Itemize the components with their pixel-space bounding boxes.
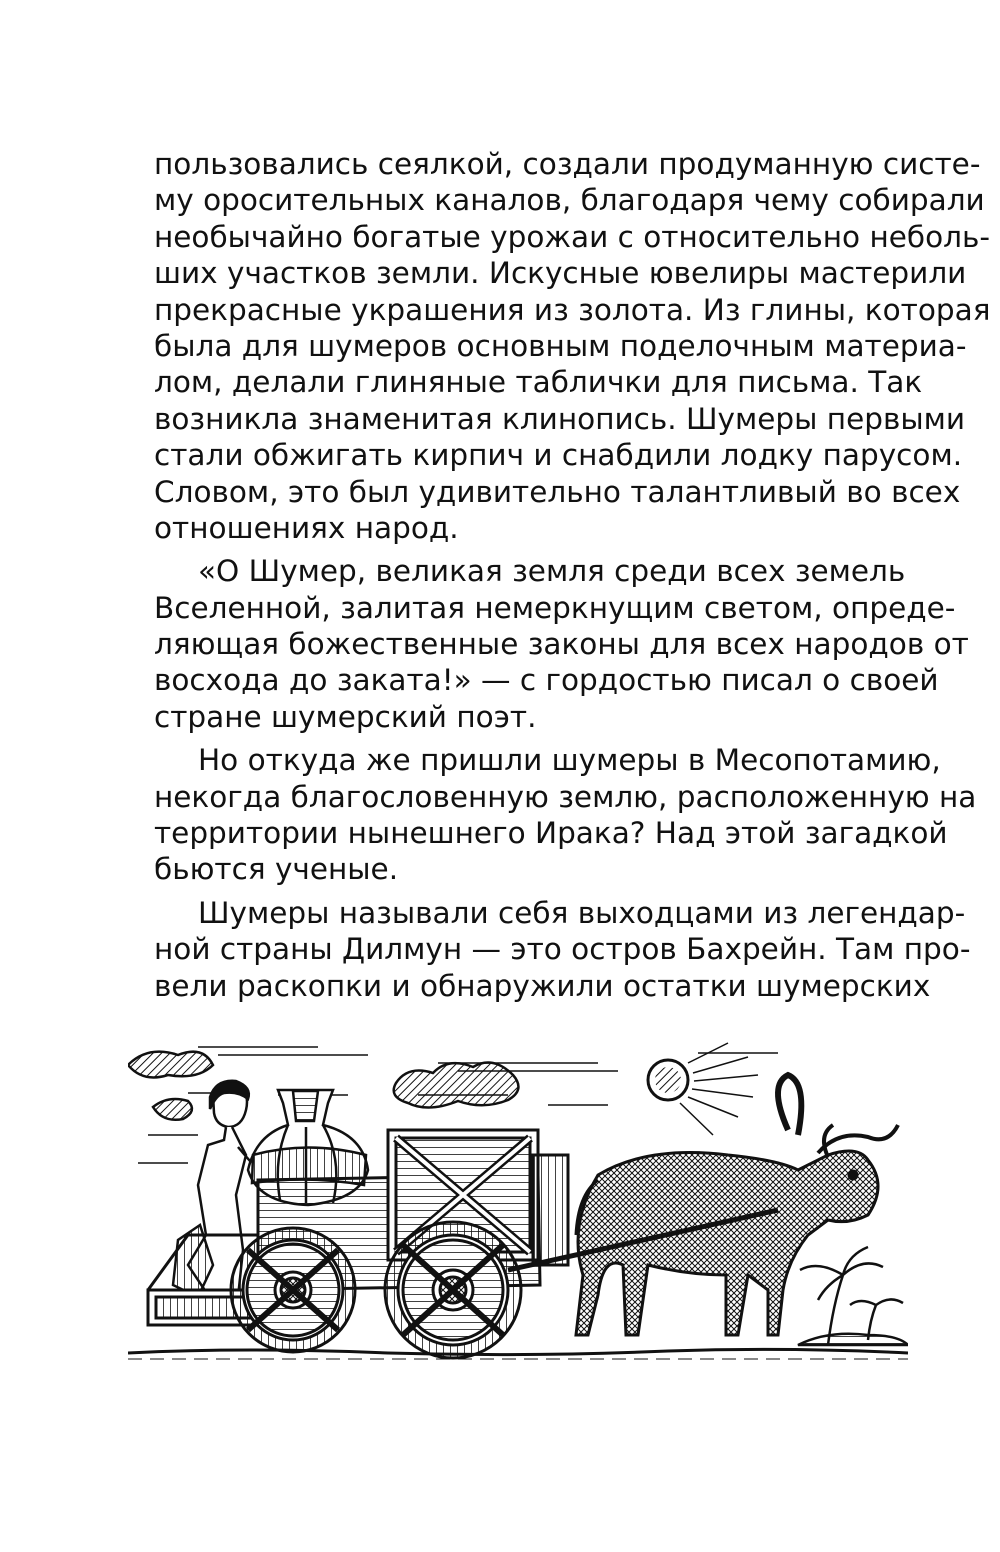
- text-line: была для шумеров основным поделочным материа-: [154, 328, 967, 363]
- text-line: ной страны Дилмун — это остров Бахрейн. Там про-: [154, 932, 971, 967]
- text-line: пользовались сеялкой, создали продуманную систе-: [154, 147, 981, 181]
- cart-wheel-left: [231, 1228, 355, 1352]
- ground-line: [128, 1349, 908, 1354]
- ox-cart-illustration: [128, 1035, 908, 1365]
- text-line: Словом, это был удивительно талантливый во всех: [154, 474, 961, 509]
- text-line: лом, делали глиняные таблички для письма. Так: [154, 365, 923, 400]
- text-line: ших участков земли. Искусные ювелиры мастерили: [154, 256, 967, 291]
- cloud-middle: [394, 1063, 519, 1108]
- palm-trees: [798, 1247, 908, 1345]
- paragraph-2: [154, 553, 969, 735]
- text-line: прекрасные украшения из золота. Из глины, которая: [154, 292, 991, 327]
- text-line: ляющая божественные законы для всех народов от: [154, 627, 969, 662]
- body-text: [154, 146, 991, 1011]
- text-line: вели раскопки и обнаружили остатки шумерских: [154, 968, 931, 1003]
- text-line: Вселенной, залитая немеркнущим светом, опреде-: [154, 590, 956, 625]
- text-line: стране шумерский поэт.: [154, 699, 537, 734]
- sun: [648, 1043, 758, 1135]
- text-line: территории нынешнего Ирака? Над этой загадкой: [154, 816, 948, 851]
- text-line: му оросительных каналов, благодаря чему собирали: [154, 183, 985, 218]
- text-line: необычайно богатые урожаи с относительно неболь-: [154, 219, 991, 254]
- text-line: «О Шумер, великая земля среди всех земель: [198, 554, 906, 589]
- text-line: стали обжигать кирпич и снабдили лодку парусом.: [154, 438, 963, 473]
- text-line: отношениях народ.: [154, 510, 459, 545]
- text-line: Но откуда же пришли шумеры в Месопотамию,: [198, 743, 941, 778]
- paragraph-1: [154, 146, 991, 546]
- paragraph-3: [154, 742, 977, 888]
- cart-wheel-right: [385, 1222, 521, 1358]
- text-line: восхода до заката!» — с гордостью писал о своей: [154, 663, 939, 698]
- text-line: Шумеры называли себя выходцами из легендар-: [198, 895, 966, 930]
- paragraph-4: [154, 895, 971, 1004]
- text-line: бьются ученые.: [154, 852, 399, 887]
- text-line: возникла знаменитая клинопись. Шумеры первыми: [154, 401, 966, 436]
- text-line: некогда благословенную землю, расположенную на: [154, 779, 977, 814]
- cloud-left: [128, 1052, 213, 1120]
- ox: [576, 1075, 898, 1335]
